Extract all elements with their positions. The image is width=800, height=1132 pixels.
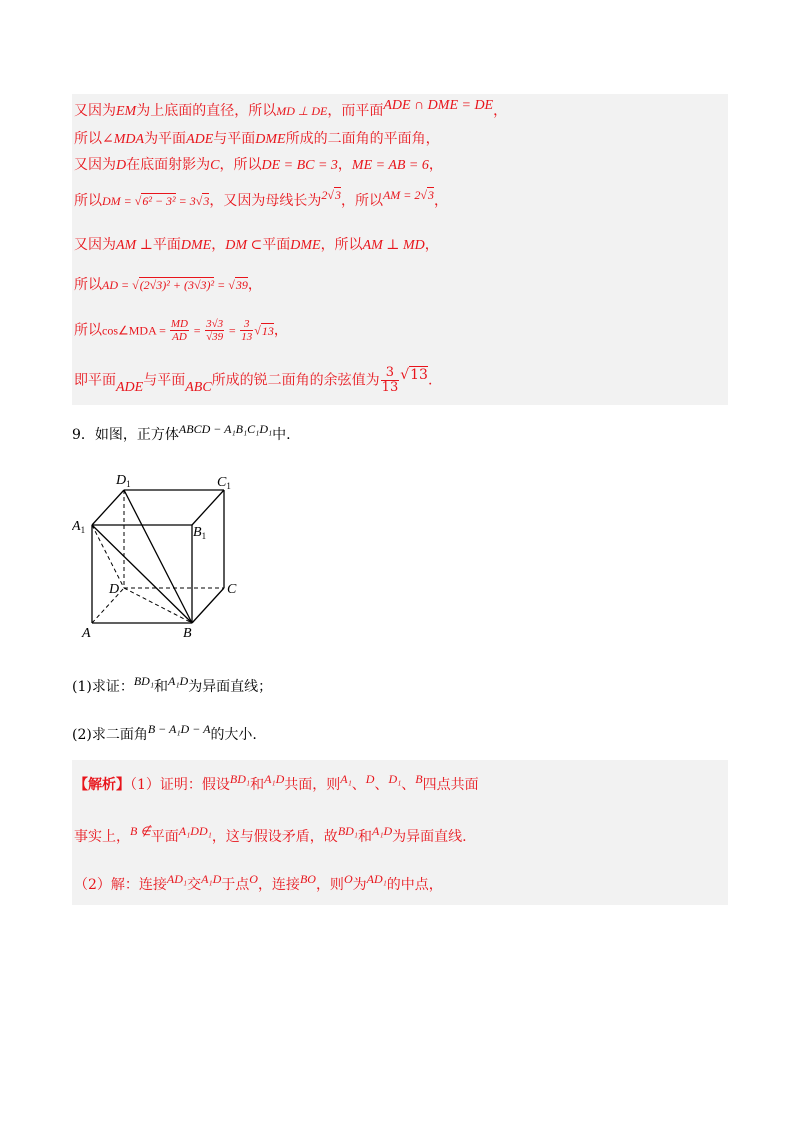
question-9-stem: 9．如图，正方体ABCD − A₁B₁C₁D₁中. — [72, 422, 291, 443]
solution-line-3: 又因为D在底面射影为C，所以DE = BC = 3，ME = AB = 6， — [74, 157, 443, 173]
label-C1: $C_1$ — [217, 475, 231, 491]
solution-line-8: 即平面ADE与平面ABC所成的锐二面角的余弦值为 $\frac{3}{13}$ √13. — [74, 365, 433, 395]
solution-b-line-1: 【解析】（1）证明：假设BD₁和A₁D共面，则A₁、D、D₁、B四点共面 — [74, 772, 479, 793]
segment-D1B — [124, 490, 192, 623]
edge-BC — [192, 588, 224, 623]
label-D: D — [109, 582, 120, 597]
solution-box-top — [72, 94, 728, 405]
question-9-part1: (1)求证：BD₁和A₁D为异面直线； — [72, 674, 273, 695]
cube-figure — [72, 470, 252, 645]
label-D1: $D_1$ — [116, 473, 131, 489]
question-9-part2: (2)求二面角B − A₁D − A的大小. — [72, 722, 257, 743]
solution-line-5: 又因为AM ⊥平面DME，DM ⊂平面DME，所以AM ⊥ MD， — [74, 237, 439, 253]
label-B1: $B_1$ — [193, 525, 207, 541]
solution-line-2: 所以∠MDA为平面ADE与平面DME所成的二面角的平面角， — [74, 131, 440, 147]
label-C: C — [227, 582, 237, 597]
segment-A1D-hidden — [92, 525, 124, 588]
solution-line-1: 又因为EM为上底面的直径，所以MD ⊥ DE，而平面ADE ∩ DME = DE， — [74, 98, 508, 119]
edge-B1C1 — [192, 490, 224, 525]
label-A: A — [82, 626, 91, 641]
edge-A1D1 — [92, 490, 124, 525]
label-A1: $A_1$ — [72, 519, 86, 535]
solution-b-line-3: （2）解：连接AD₁交A₁D于点O，连接BO，则O为AD₁的中点， — [74, 872, 443, 893]
edge-AD-hidden — [92, 588, 124, 623]
solution-line-4: 所以DM = √6² − 3² = 3√3，又因为母线长为2√3，所以AM = 2√3， — [74, 188, 448, 209]
label-B: B — [183, 626, 192, 641]
solution-line-6: 所以AD = √(2√3)² + (3√3)² = √39， — [74, 277, 262, 293]
solution-b-line-2: 事实上，B ∉平面A₁DD₁，这与假设矛盾，故BD₁和A₁D为异面直线. — [74, 824, 467, 845]
segment-A1B — [92, 525, 192, 623]
segment-DB-hidden — [124, 588, 192, 623]
solution-box-bottom — [72, 760, 728, 905]
solution-line-7: 所以cos∠MDA = $\frac{MD}{AD}$ = $\frac{3√3}{√39}$ = $\frac{3}{13}$ √13， — [74, 318, 288, 343]
